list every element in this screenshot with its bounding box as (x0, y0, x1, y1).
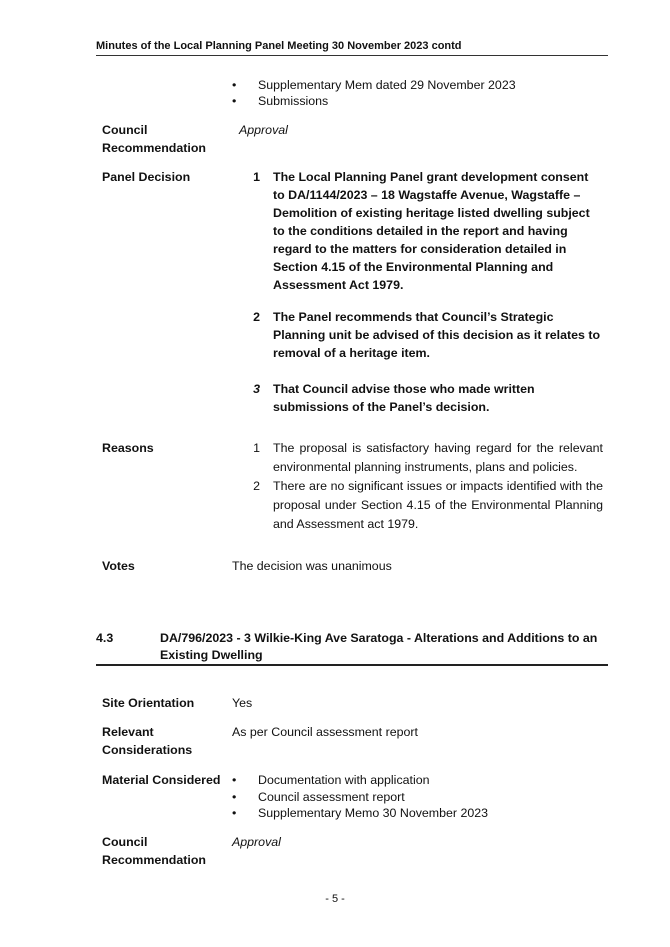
decision-number: 2 (253, 310, 260, 324)
reason-number: 2 (253, 479, 260, 493)
decision-text: That Council advise those who made written submissions of the Panel’s decision. (273, 382, 535, 414)
votes-value: The decision was unanimous (232, 559, 392, 573)
section-number: 4.3 (96, 631, 114, 645)
document-page: Minutes of the Local Planning Panel Meeting 30 November 2023 contd • Supplementary Mem dated 29 November 2023 • Submissions Council Recommendation Approval Panel Decision 1 The Local Planning Panel grant development consent to DA/1144/2023 – 18 Wagstaffe Avenue, Wagstaffe – Demolition of existing heritage listed dwelling subject to the conditions detailed in the report and having regard to the matters for consideration detailed in Section 4.15 of the Environmental Planning and Assessment Act 1979. 2 The Panel recommends that Council’s Strategic Planning unit be advised of this decision as it relates to removal of a heritage item. 3 That Council advise those who made written submissions of the Panel’s decision. Reasons 1 The proposal is satisfactory having regard for the relevant environmental planning instruments, plans and policies. 2 There are no significant issues or impacts identified with the proposal under Section 4.15 of the Environmental Planning and Assessment act 1979. Votes The decision was unanimous 4.3 DA/796/2023 - 3 Wilkie-King Ave Saratoga - Alterations and Additions to an Existing Dwelling Site Orientation Yes Relevant Considerations As per Council assessment report Material Considered • Documentation with application • Council assessment report • Supplementary Memo 30 November 2023 Council Recommendation Approval - 5 - (0, 0, 670, 947)
decision-text: The Panel recommends that Council’s Strategic Planning unit be advised of this decision as it relates to removal of a heritage item. (273, 310, 601, 360)
decision-number: 3 (253, 382, 260, 396)
page-header: Minutes of the Local Planning Panel Meeting 30 November 2023 contd (96, 40, 608, 56)
material-considered-label: Material Considered (102, 773, 221, 787)
reasons-label: Reasons (102, 441, 154, 455)
relevant-considerations-value: As per Council assessment report (232, 725, 418, 739)
section-heading (96, 630, 608, 666)
council-recommendation-value: Approval (232, 835, 281, 849)
decision-text: The Local Planning Panel grant development consent to DA/1144/2023 – 18 Wagstaffe Avenue, Wagstaffe – Demolition of existing heritage listed dwelling subject to the conditions detailed in the report and having regard to the matters for consideration detailed in Section 4.15 of the Environmental Planning and Assessment Act 1979. (273, 170, 590, 292)
site-orientation-label: Site Orientation (102, 696, 195, 710)
page-number: - 5 - (325, 893, 345, 905)
decision-number: 1 (253, 170, 260, 184)
panel-decision-label: Panel Decision (102, 170, 191, 184)
bullet-icon: • (232, 806, 237, 820)
votes-label: Votes (102, 559, 135, 573)
council-recommendation-label: Council Recommendation (102, 835, 206, 867)
reason-text: There are no significant issues or impacts identified with the proposal under Section 4.15 of the Environmental Planning and Assessment act 1979. (273, 479, 603, 531)
bullet-icon: • (232, 790, 237, 804)
bullet-icon: • (232, 773, 237, 787)
relevant-considerations-label: Relevant Considerations (102, 725, 193, 757)
bullet-icon: • (232, 78, 237, 92)
reason-number: 1 (253, 441, 260, 455)
reason-text: The proposal is satisfactory having regard for the relevant environmental planning instruments, plans and policies. (273, 441, 603, 474)
bullet-icon: • (232, 94, 237, 108)
site-orientation-value: Yes (232, 696, 253, 710)
council-recommendation-label: Council Recommendation (102, 123, 206, 155)
council-recommendation-value: Approval (239, 123, 288, 137)
section-title: DA/796/2023 - 3 Wilkie-King Ave Saratoga - Alterations and Additions to an Existing Dwelling (160, 631, 598, 662)
